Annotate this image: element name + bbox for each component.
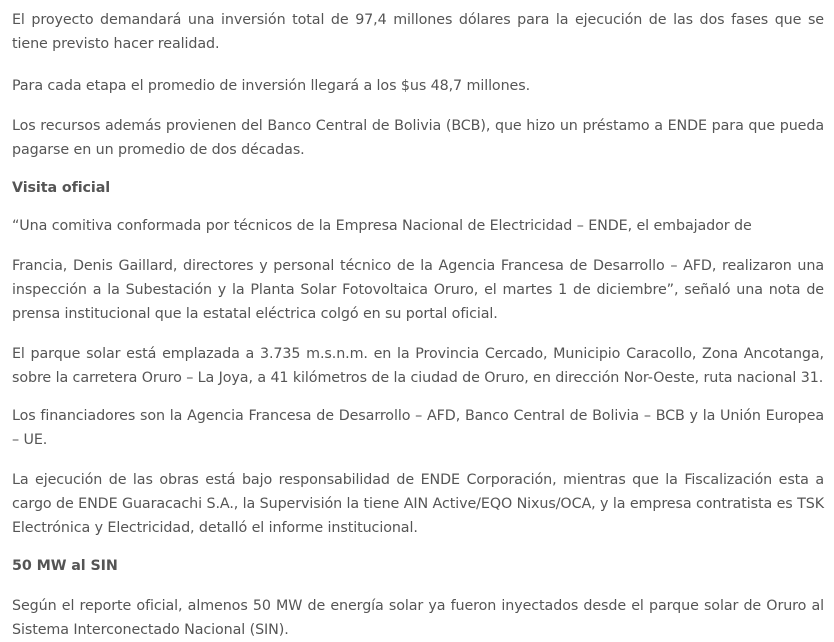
- paragraph-investment-total: El proyecto demandará una inversión total de 97,4 millones dólares para la ejecución de las dos fases que se tiene previsto hacer realidad.: [12, 12, 824, 52]
- paragraph-reporte-oficial: Según el reporte oficial, almenos 50 MW de energía solar ya fueron inyectados desde el parque solar de Oruro al Sistema Interconectado Nacional (SIN).: [12, 598, 824, 638]
- paragraph-ejecucion: La ejecución de las obras está bajo responsabilidad de ENDE Corporación, mientras que la Fiscalización esta a cargo de ENDE Guaracachi S.A., la Supervisión la tiene AIN Active/EQO Nixus/OCA, y la empresa contratista es TSK Electrónica y Electricidad, detalló el informe institucional.: [12, 472, 824, 536]
- heading-50mw-sin: 50 MW al SIN: [12, 558, 118, 574]
- paragraph-investment-per-stage: Para cada etapa el promedio de inversión llegará a los $us 48,7 millones.: [12, 78, 531, 94]
- paragraph-bcb-loan: Los recursos además provienen del Banco Central de Bolivia (BCB), que hizo un préstamo a ENDE para que pueda pagarse en un promedio de dos décadas.: [12, 118, 824, 158]
- paragraph-comitiva: “Una comitiva conformada por técnicos de la Empresa Nacional de Electricidad – ENDE, el embajador de: [12, 218, 752, 234]
- heading-visita-oficial: Visita oficial: [12, 180, 111, 196]
- paragraph-financiadores: Los financiadores son la Agencia Francesa de Desarrollo – AFD, Banco Central de Bolivia – BCB y la Unión Europea – UE.: [12, 408, 824, 448]
- paragraph-inspeccion: Francia, Denis Gaillard, directores y personal técnico de la Agencia Francesa de Desarrollo – AFD, realizaron una inspección a la Subestación y la Planta Solar Fotovoltaica Oruro, el martes 1 de diciembre”, señaló una nota de prensa institucional que la estatal eléctrica colgó en su portal oficial.: [12, 258, 824, 322]
- paragraph-ubicacion: El parque solar está emplazada a 3.735 m.s.n.m. en la Provincia Cercado, Municipio Caracollo, Zona Ancotanga, sobre la carretera Oruro – La Joya, a 41 kilómetros de la ciudad de Oruro, en dirección Nor-Oeste, ruta nacional 31.: [12, 346, 824, 386]
